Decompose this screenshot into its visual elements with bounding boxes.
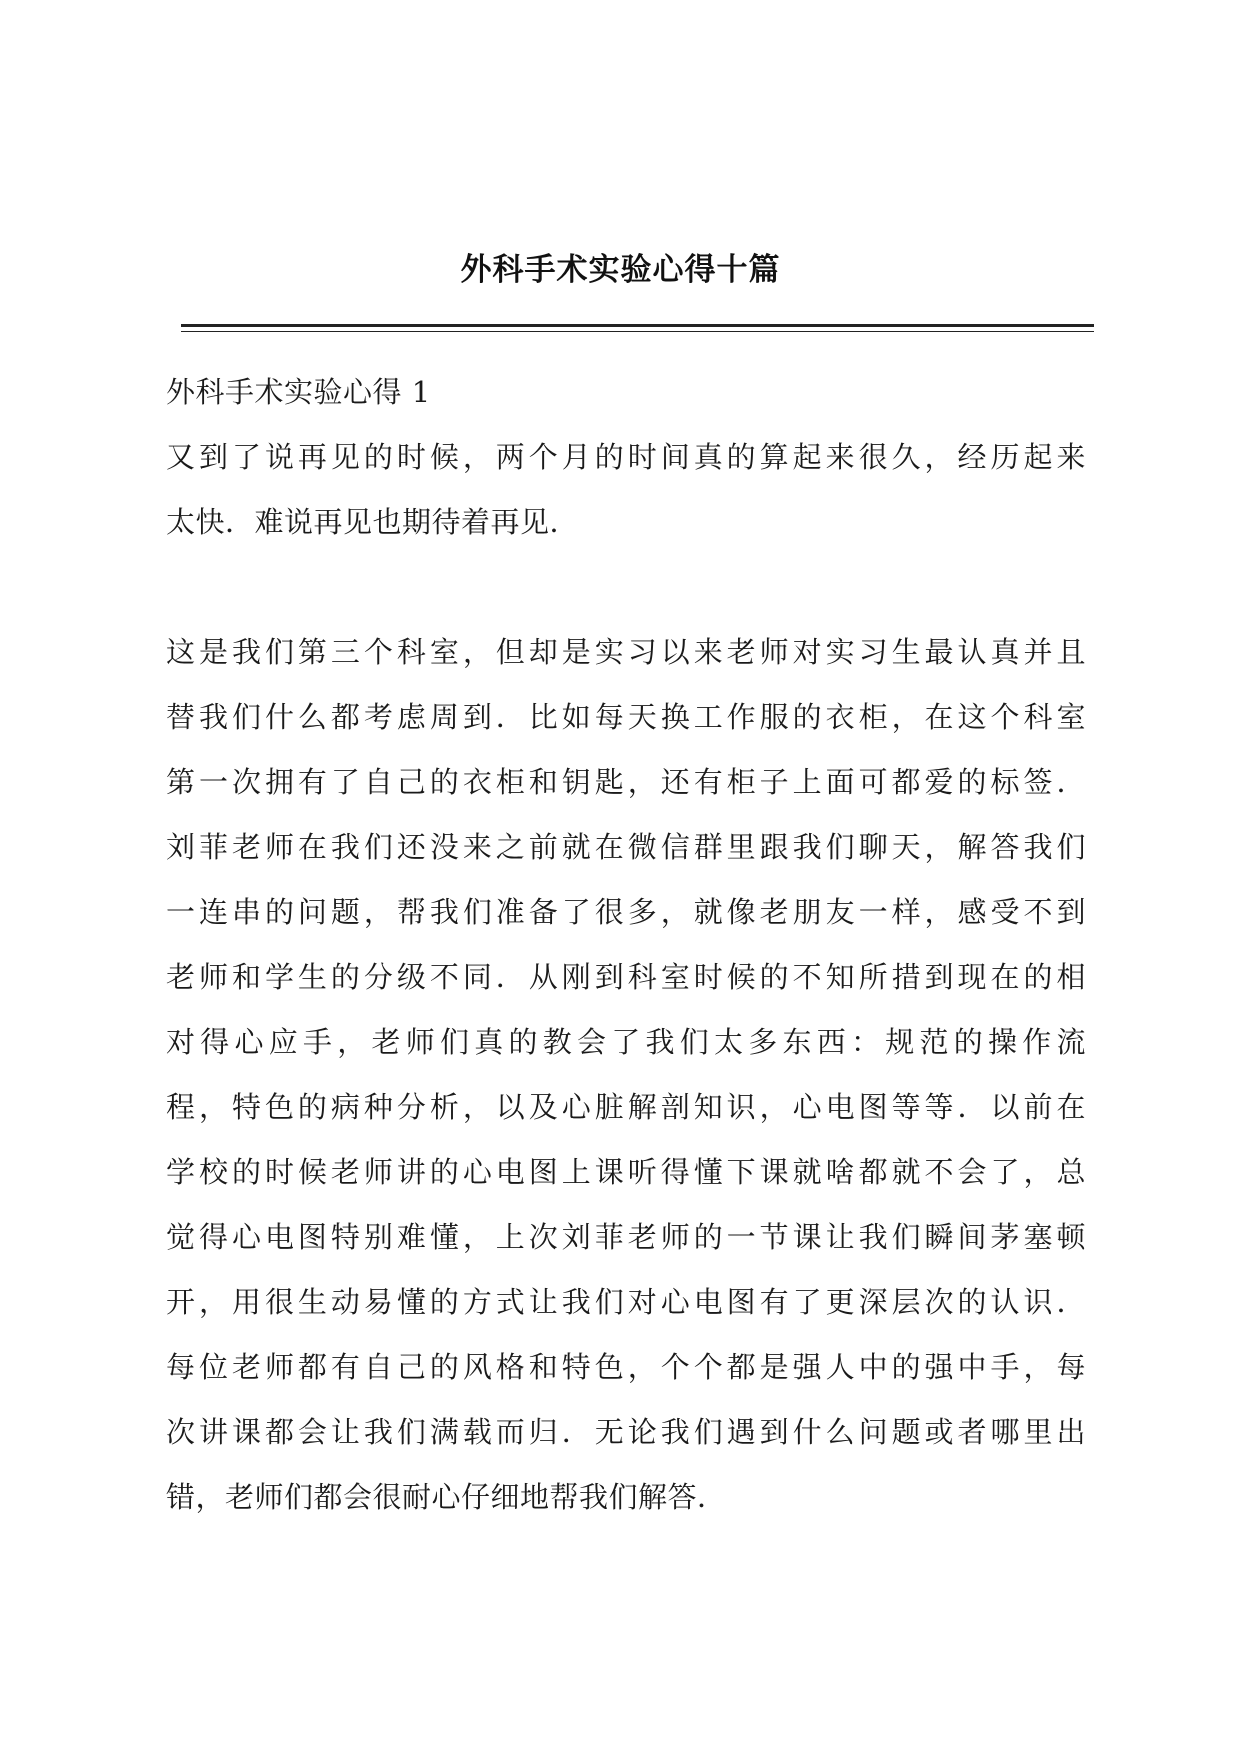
paragraph-line: 老师和学生的分级不同．从刚到科室时候的不知所措到现在的相 xyxy=(166,960,1086,994)
section-heading: 外科手术实验心得 1 xyxy=(166,375,431,409)
paragraph-line: 又到了说再见的时候，两个月的时间真的算起来很久，经历起来 xyxy=(166,440,1086,474)
paragraph-line: 学校的时候老师讲的心电图上课听得懂下课就啥都就不会了，总 xyxy=(166,1155,1086,1189)
document-title: 外科手术实验心得十篇 xyxy=(460,252,781,288)
paragraph-line: 次讲课都会让我们满载而归．无论我们遇到什么问题或者哪里出 xyxy=(166,1415,1086,1449)
paragraph-line: 程，特色的病种分析，以及心脏解剖知识，心电图等等．以前在 xyxy=(166,1090,1086,1124)
title-rule-thin xyxy=(181,331,1094,332)
paragraph-line: 觉得心电图特别难懂，上次刘菲老师的一节课让我们瞬间茅塞顿 xyxy=(166,1220,1086,1254)
paragraph-line: 太快．难说再见也期待着再见． xyxy=(166,505,580,539)
paragraph-line: 错，老师们都会很耐心仔细地帮我们解答． xyxy=(166,1480,727,1514)
paragraph-2 xyxy=(166,620,1086,1530)
paragraph-1 xyxy=(166,425,1086,555)
paragraph-line: 替我们什么都考虑周到．比如每天换工作服的衣柜，在这个科室 xyxy=(166,700,1086,734)
paragraph-line: 刘菲老师在我们还没来之前就在微信群里跟我们聊天，解答我们 xyxy=(166,830,1086,864)
paragraph-line: 开，用很生动易懂的方式让我们对心电图有了更深层次的认识． xyxy=(166,1285,1086,1319)
paragraph-line: 第一次拥有了自己的衣柜和钥匙，还有柜子上面可都爱的标签． xyxy=(166,765,1086,799)
paragraph-line: 这是我们第三个科室，但却是实习以来老师对实习生最认真并且 xyxy=(166,635,1086,669)
title-rule-thick xyxy=(181,324,1094,327)
document-body xyxy=(166,360,1086,1530)
paragraph-line: 一连串的问题，帮我们准备了很多，就像老朋友一样，感受不到 xyxy=(166,895,1086,929)
paragraph-line: 对得心应手，老师们真的教会了我们太多东西：规范的操作流 xyxy=(166,1025,1086,1059)
paragraph-line: 每位老师都有自己的风格和特色，个个都是强人中的强中手，每 xyxy=(166,1350,1086,1384)
paragraph-spacer xyxy=(166,555,1086,620)
